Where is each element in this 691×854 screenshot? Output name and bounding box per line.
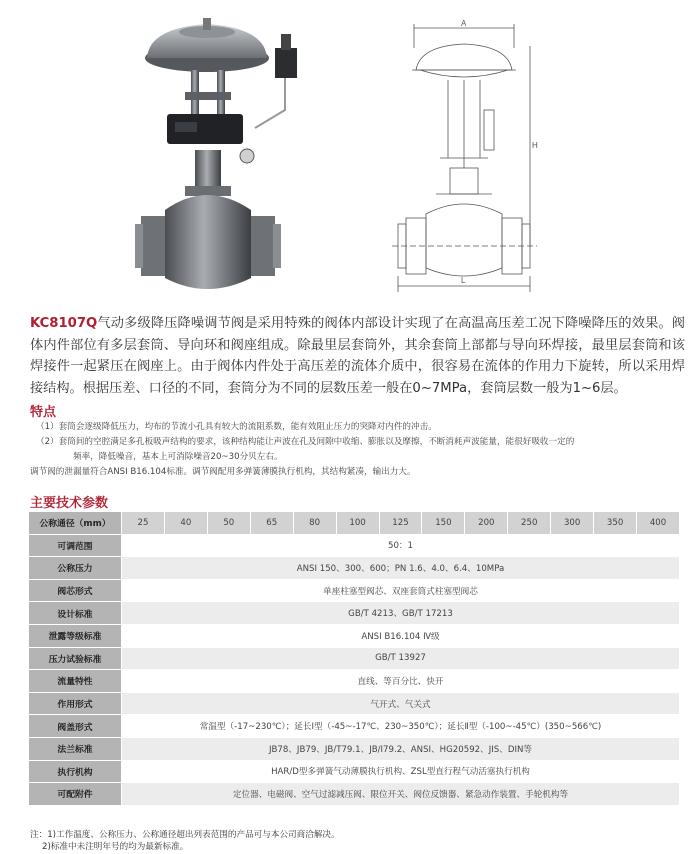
size-cell: 80 — [293, 512, 336, 534]
size-cell: 25 — [122, 512, 165, 534]
spec-row — [29, 692, 680, 715]
spec-row — [29, 647, 680, 670]
spec-row — [29, 783, 680, 806]
spec-value: 单座柱塞型阀芯、双座套筒式柱塞型阀芯 — [122, 579, 680, 602]
spec-label: 执行机构 — [29, 760, 122, 783]
spec-label: 阀盖形式 — [29, 715, 122, 738]
size-cell: 400 — [637, 512, 680, 534]
size-cell: 50 — [207, 512, 250, 534]
specs-table — [29, 512, 680, 806]
size-cell: 150 — [422, 512, 465, 534]
spec-label: 可调范围 — [29, 534, 122, 557]
dim-l-label: L — [461, 276, 466, 285]
feature-item-1: （1）套筒会逐级降低压力，均布的节流小孔具有较大的流阻系数，能有效阻止压力的突降对内件的冲击。 — [36, 422, 437, 432]
feature-item-2-cont: 频率，降低噪音，基本上可消除噪音20~30分贝左右。 — [73, 452, 283, 462]
specs-title: 主要技术参数 — [30, 496, 109, 511]
spec-row — [29, 602, 680, 625]
spec-row — [29, 579, 680, 602]
feature-item-2: （2）套筒间的空腔满足多孔板吸声结构的要求，该种结构能让声波在孔及间隙中收缩、膨胀以及摩擦，不断消耗声波能量，能很好吸收一定的 — [36, 437, 575, 447]
footnote-1: 注：1)工作温度、公称压力、公称通径超出列表范围的产品可与本公司商洽解决。 — [30, 830, 340, 840]
spec-row — [29, 624, 680, 647]
spec-row — [29, 760, 680, 783]
spec-row — [29, 534, 680, 557]
size-cell: 350 — [594, 512, 637, 534]
spec-label: 泄露等级标准 — [29, 624, 122, 647]
spec-label: 流量特性 — [29, 670, 122, 693]
spec-value: 直线、等百分比、快开 — [122, 670, 680, 693]
size-cell: 65 — [250, 512, 293, 534]
product-description — [30, 313, 685, 399]
spec-row — [29, 737, 680, 760]
features-list — [30, 420, 680, 480]
spec-label: 法兰标准 — [29, 737, 122, 760]
size-cell: 300 — [551, 512, 594, 534]
footnotes — [30, 829, 340, 853]
description-text: 气动多级降压降噪调节阀是采用特殊的阀体内部设计实现了在高温高压差工况下降噪降压的效果。阀体内件部位有多层套筒、导向环和阀座组成。除最里层套筒外，其余套筒上部都与导向环焊接，最里层套筒和该焊接件一起紧压在阀座上。由于阀体内件处于高压差的流体介质中，很容易在流体的作用力下旋转，所以采用焊接结构。根据压差、口径的不同，套筒分为不同的层数压差一般在0~7MPa，套筒层数一般为1~6层。 — [30, 316, 685, 396]
header-label: 公称通径（mm） — [29, 512, 122, 534]
spec-value: 定位器、电磁阀、空气过滤减压阀、限位开关、阀位反馈器、紧急动作装置、手轮机构等 — [122, 783, 680, 806]
spec-value: GB/T 13927 — [122, 647, 680, 670]
spec-value: ANSI B16.104 Ⅳ级 — [122, 624, 680, 647]
feature-note: 调节阀的泄漏量符合ANSI B16.104标准。调节阀配用多弹簧薄膜执行机构，其结构紧凑，输出力大。 — [30, 467, 416, 477]
spec-value: 气开式、气关式 — [122, 692, 680, 715]
spec-label: 压力试验标准 — [29, 647, 122, 670]
size-cell: 100 — [336, 512, 379, 534]
footnote-2: 2)标准中未注明年号的均为最新标准。 — [42, 842, 189, 852]
features-title: 特点 — [30, 405, 57, 420]
size-cell: 200 — [465, 512, 508, 534]
dim-a-label: A — [461, 19, 467, 28]
size-cell: 250 — [508, 512, 551, 534]
size-cell: 125 — [379, 512, 422, 534]
spec-row — [29, 715, 680, 738]
spec-label: 可配附件 — [29, 783, 122, 806]
size-cell: 40 — [164, 512, 207, 534]
spec-row — [29, 670, 680, 693]
model-number: KC8107Q — [30, 316, 98, 331]
product-figures — [0, 0, 691, 305]
spec-label: 阀芯形式 — [29, 579, 122, 602]
dimension-drawing — [392, 18, 537, 298]
spec-label: 公称压力 — [29, 557, 122, 580]
spec-value: HAR/D型多弹簧气动薄膜执行机构、ZSL型直行程气动活塞执行机构 — [122, 760, 680, 783]
dim-h-label: H — [532, 141, 538, 150]
spec-value: JB78、JB79、JB/T79.1、JB/I79.2、ANSI、HG20592、JIS、DIN等 — [122, 737, 680, 760]
spec-label: 设计标准 — [29, 602, 122, 625]
spec-row — [29, 557, 680, 580]
spec-value: 常温型（-17~230℃）；延长Ⅰ型（-45~-17℃、230~350℃）；延长Ⅱ型（-100~-45℃）(350~566℃) — [122, 715, 680, 738]
spec-label: 作用形式 — [29, 692, 122, 715]
spec-value: 50：1 — [122, 534, 680, 557]
spec-value: GB/T 4213、GB/T 17213 — [122, 602, 680, 625]
specs-header-row — [29, 512, 680, 534]
valve-photo — [135, 10, 335, 300]
spec-value: ANSI 150、300、600；PN 1.6、4.0、6.4、10MPa — [122, 557, 680, 580]
